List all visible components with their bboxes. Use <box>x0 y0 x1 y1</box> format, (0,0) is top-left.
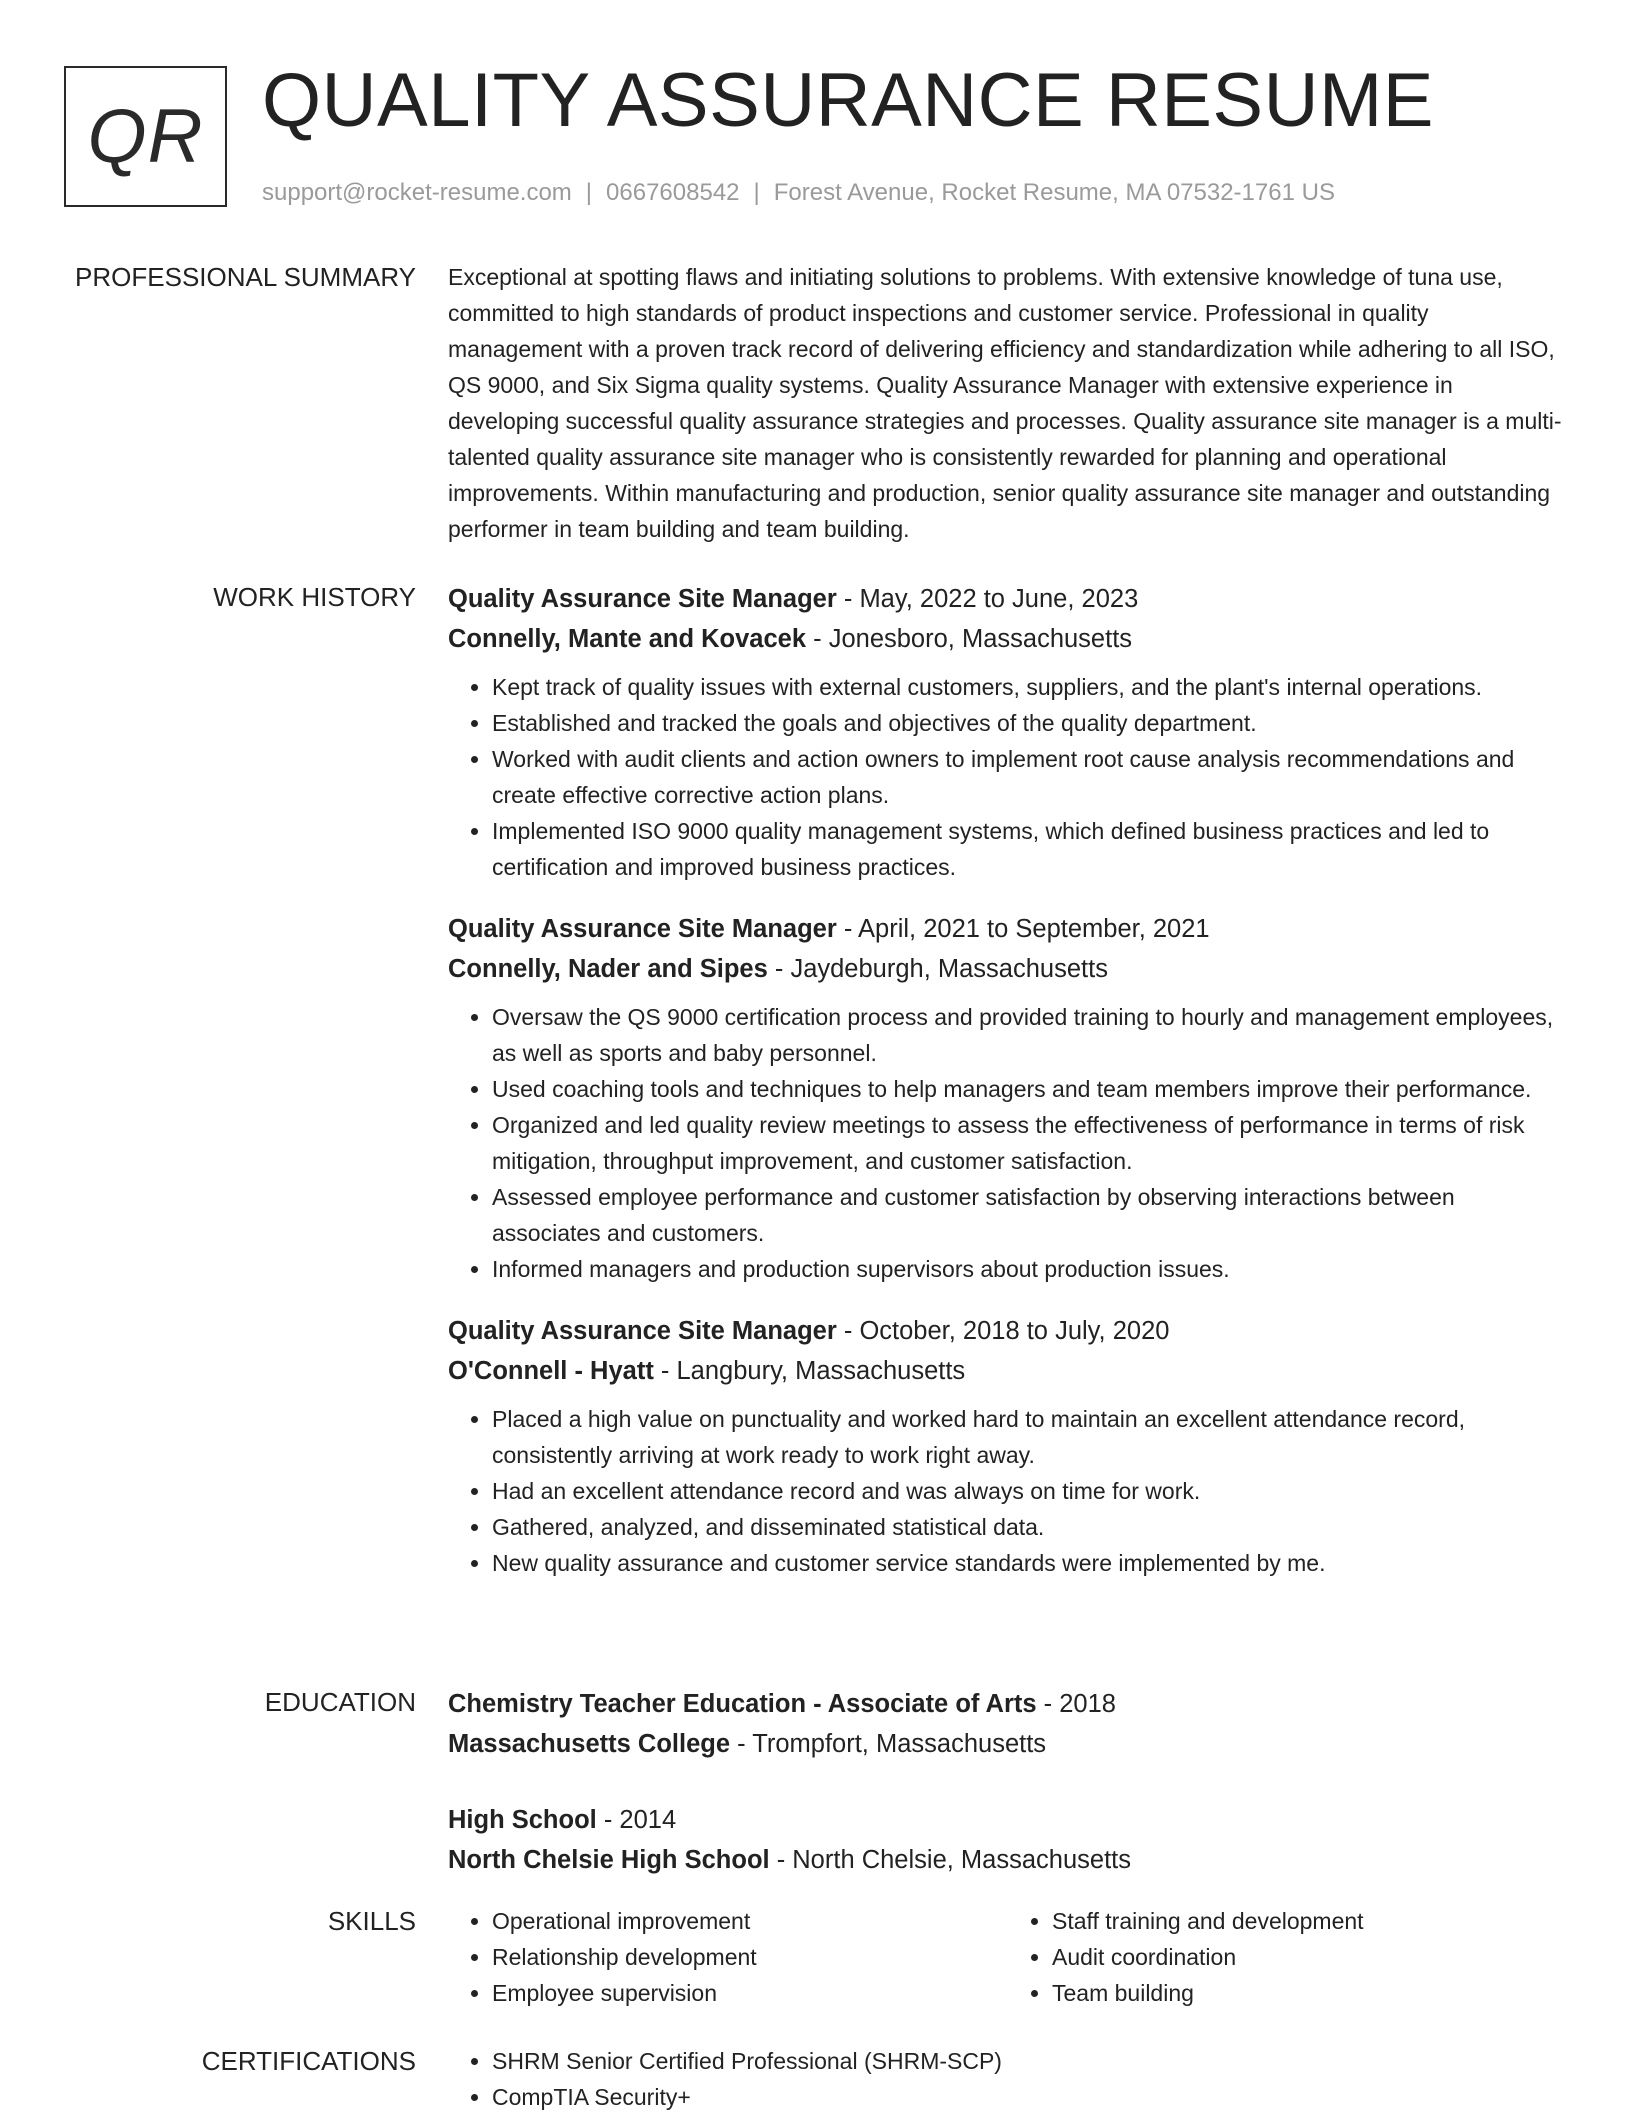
contact-email[interactable]: support@rocket-resume.com <box>262 179 572 206</box>
job-title: Quality Assurance Site Manager <box>448 915 837 943</box>
job-location: - Langbury, Massachusetts <box>653 1357 966 1385</box>
skill-item: • Operational improvement <box>492 1903 1008 1939</box>
school-name: North Chelsie High School <box>448 1846 770 1874</box>
degree-name: High School <box>448 1806 597 1834</box>
job-bullet: • Informed managers and production supervisors about production issues. <box>492 1251 1568 1287</box>
certifications-list <box>448 2043 1568 2115</box>
job-bullet: • Oversaw the QS 9000 certification process and provided training to hourly and management employees, as well as sports and baby personnel. <box>492 999 1568 1071</box>
section-label: SKILLS <box>327 1906 416 1936</box>
job-location: - Jonesboro, Massachusetts <box>806 625 1133 653</box>
job-entry <box>448 1311 1568 1581</box>
skill-item: • Audit coordination <box>1052 1939 1568 1975</box>
skills-grid <box>448 1903 1568 2011</box>
degree-name: Chemistry Teacher Education - Associate of Arts <box>448 1690 1037 1718</box>
contact-separator: | <box>585 179 593 206</box>
job-dates: - April, 2021 to September, 2021 <box>836 915 1210 943</box>
contact-separator: | <box>753 179 760 206</box>
job-bullet: • Worked with audit clients and action owners to implement root cause analysis recommendations and create effective corrective action plans. <box>492 741 1568 813</box>
section-label: CERTIFICATIONS <box>201 2046 416 2076</box>
skill-item: • Staff training and development <box>1052 1903 1568 1939</box>
section-label: EDUCATION <box>264 1687 416 1717</box>
summary-text: Exceptional at spotting flaws and initiating solutions to problems. With extensive knowledge of tuna use, committed to high standards of product inspections and customer service. Professional in quality management with a proven track record of delivering efficiency and standardization while adhering to all ISO, QS 9000, and Six Sigma quality systems. Quality Assurance Manager with extensive experience in developing successful quality assurance strategies and processes. Quality assurance site manager is a multi-talented quality assurance site manager who is consistently rewarded for planning and operational improvements. Within manufacturing and production, senior quality assurance site manager and outstanding performer in team building and team building. <box>448 264 1562 542</box>
contact-phone[interactable]: 0667608542 <box>606 179 740 206</box>
skill-item: • Employee supervision <box>492 1975 1008 2011</box>
certification-item: • CompTIA Security+ <box>492 2079 1568 2115</box>
job-bullets <box>448 669 1568 885</box>
certification-item: • SHRM Senior Certified Professional (SHRM-SCP) <box>492 2043 1568 2079</box>
job-bullet: • Established and tracked the goals and objectives of the quality department. <box>492 705 1568 741</box>
skill-item: • Relationship development <box>492 1939 1008 1975</box>
job-title: Quality Assurance Site Manager <box>448 1317 837 1345</box>
section-label: PROFESSIONAL SUMMARY <box>75 262 416 292</box>
company-name: Connelly, Mante and Kovacek <box>448 625 807 653</box>
job-bullets <box>448 1401 1568 1581</box>
education-entry <box>448 1800 1568 1880</box>
job-bullets <box>448 999 1568 1287</box>
job-bullet: • Organized and led quality review meetings to assess the effectiveness of performance in terms of risk mitigation, throughput improvement, and customer satisfaction. <box>492 1107 1568 1179</box>
job-dates: - May, 2022 to June, 2023 <box>836 585 1139 613</box>
monogram-text: QR <box>87 94 204 179</box>
skills-list-left <box>448 1903 1008 2011</box>
contact-address: Forest Avenue, Rocket Resume, MA 07532-1761 US <box>773 179 1335 206</box>
job-bullet: • Had an excellent attendance record and was always on time for work. <box>492 1473 1568 1509</box>
job-entry <box>448 909 1568 1287</box>
job-location: - Jaydeburgh, Massachusetts <box>767 955 1108 983</box>
company-name: Connelly, Nader and Sipes <box>448 955 768 983</box>
job-dates: - October, 2018 to July, 2020 <box>836 1317 1170 1345</box>
school-location: - North Chelsie, Massachusetts <box>769 1846 1131 1874</box>
company-name: O'Connell - Hyatt <box>448 1357 654 1385</box>
job-bullet: • New quality assurance and customer service standards were implemented by me. <box>492 1545 1568 1581</box>
contact-line <box>262 176 1335 210</box>
job-bullet: • Placed a high value on punctuality and worked hard to maintain an excellent attendance record, consistently arriving at work ready to work right away. <box>492 1401 1568 1473</box>
monogram-badge <box>64 66 227 207</box>
job-bullet: • Used coaching tools and techniques to help managers and team members improve their performance. <box>492 1071 1568 1107</box>
school-location: - Trompfort, Massachusetts <box>730 1730 1047 1758</box>
resume-title: QUALITY ASSURANCE RESUME <box>262 58 1435 143</box>
job-bullet: • Kept track of quality issues with external customers, suppliers, and the plant's internal operations. <box>492 669 1568 705</box>
job-bullet: • Assessed employee performance and customer satisfaction by observing interactions between associates and customers. <box>492 1179 1568 1251</box>
education-entry <box>448 1684 1568 1764</box>
section-label: WORK HISTORY <box>213 582 416 612</box>
job-entry <box>448 579 1568 885</box>
job-title: Quality Assurance Site Manager <box>448 585 837 613</box>
job-bullet: • Gathered, analyzed, and disseminated statistical data. <box>492 1509 1568 1545</box>
school-name: Massachusetts College <box>448 1730 731 1758</box>
degree-year: - 2014 <box>596 1806 677 1834</box>
skills-list-right <box>1008 1903 1568 2011</box>
job-bullet: • Implemented ISO 9000 quality management systems, which defined business practices and led to certification and improved business practices. <box>492 813 1568 885</box>
skill-item: • Team building <box>1052 1975 1568 2011</box>
degree-year: - 2018 <box>1036 1690 1116 1718</box>
